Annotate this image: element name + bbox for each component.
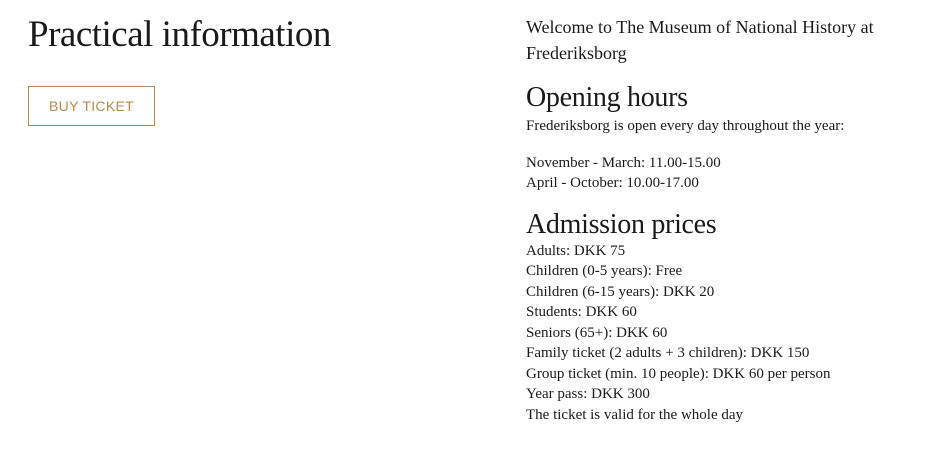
price-line-seniors: Seniors (65+): DKK 60 bbox=[526, 324, 668, 341]
opening-hours-list bbox=[526, 153, 946, 194]
admission-prices-list bbox=[526, 241, 946, 426]
ticket-validity-note: The ticket is valid for the whole day bbox=[526, 406, 744, 423]
price-line-family: Family ticket (2 adults + 3 children): DKK 150 bbox=[526, 345, 810, 361]
buy-ticket-button[interactable]: BUY TICKET bbox=[28, 86, 155, 126]
opening-hours-heading: Opening hours bbox=[526, 82, 688, 113]
opening-hours-line: November - March: 11.00-15.00 bbox=[526, 154, 721, 171]
price-line-year-pass: Year pass: DKK 300 bbox=[526, 386, 650, 402]
opening-hours-intro: Frederiksborg is open every day throughout the year: bbox=[526, 118, 845, 134]
price-line-students: Students: DKK 60 bbox=[526, 304, 637, 320]
admission-prices-heading: Admission prices bbox=[526, 208, 717, 240]
price-line-children-6-15: Children (6-15 years): DKK 20 bbox=[526, 283, 715, 300]
opening-hours-line: April - October: 10.00-17.00 bbox=[526, 175, 699, 191]
price-line-children-0-5: Children (0-5 years): Free bbox=[526, 263, 683, 279]
page-title: Practical information bbox=[28, 14, 331, 55]
price-line-group: Group ticket (min. 10 people): DKK 60 per person bbox=[526, 365, 831, 382]
right-column bbox=[526, 14, 946, 425]
welcome-text: Welcome to The Museum of National History at Frederiksborg bbox=[526, 17, 874, 63]
price-line-adults: Adults: DKK 75 bbox=[526, 242, 626, 259]
